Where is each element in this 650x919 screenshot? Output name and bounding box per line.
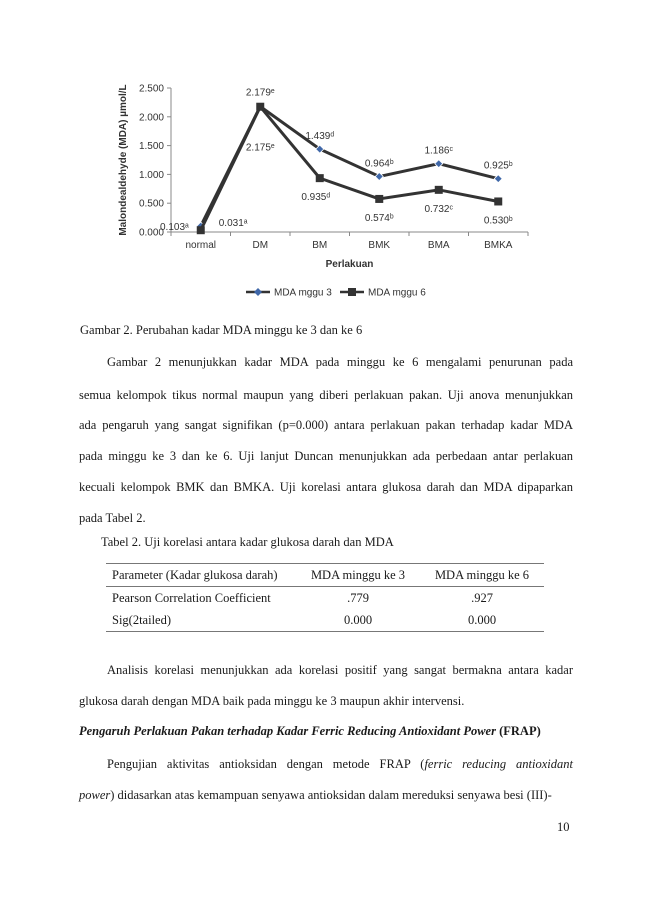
table-row bbox=[106, 587, 544, 610]
legend-marker-square bbox=[348, 288, 356, 296]
table-cell: Pearson Correlation Coefficient bbox=[112, 590, 271, 605]
data-label: 0.103ᵃ bbox=[160, 222, 189, 234]
table-row bbox=[106, 609, 544, 632]
x-tick-label: BM bbox=[312, 240, 328, 251]
table-cell: 0.000 bbox=[420, 609, 544, 632]
section-heading-plain: (FRAP) bbox=[499, 724, 541, 738]
data-label: 0.925ᵇ bbox=[483, 160, 513, 172]
y-tick-label: 2.000 bbox=[138, 112, 164, 124]
data-point-diamond bbox=[494, 175, 502, 183]
data-point-diamond bbox=[435, 160, 443, 168]
legend-label: MDA mggu 3 bbox=[274, 287, 332, 299]
x-tick-label: BMK bbox=[368, 240, 391, 251]
x-tick-label: BMA bbox=[427, 240, 450, 251]
paragraph-3-line bbox=[79, 788, 573, 803]
paragraph-1-line: pada Tabel 2. bbox=[79, 511, 146, 525]
paragraph-3-line bbox=[79, 757, 573, 772]
data-point-square bbox=[375, 195, 383, 203]
x-tick-label: BMKA bbox=[484, 240, 513, 251]
table-cell: Sig(2tailed) bbox=[106, 609, 296, 632]
table-header: MDA minggu ke 3 bbox=[296, 564, 420, 587]
y-tick-label: 0.000 bbox=[138, 227, 164, 239]
table-cell: .927 bbox=[471, 590, 493, 605]
data-label: 0.574ᵇ bbox=[364, 212, 394, 224]
data-label: 2.179ᵉ bbox=[245, 87, 275, 99]
paragraph-3-italic: power bbox=[79, 788, 111, 802]
page-number: 10 bbox=[557, 820, 570, 834]
section-heading-italic: Pengaruh Perlakuan Pakan terhadap Kadar Ferric Reducing Antioxidant Power bbox=[79, 724, 496, 738]
data-label: 1.439ᵈ bbox=[305, 131, 335, 143]
data-point-square bbox=[435, 186, 443, 194]
correlation-table bbox=[106, 563, 544, 632]
paragraph-3-italic: ferric reducing antioxidant bbox=[424, 757, 573, 771]
data-point-square bbox=[316, 174, 324, 182]
table-header-row bbox=[106, 564, 544, 587]
table-cell: 0.000 bbox=[296, 609, 420, 632]
data-label: 2.175ᵉ bbox=[245, 142, 275, 154]
data-label: 0.964ᵇ bbox=[364, 158, 394, 170]
data-label: 0.935ᵈ bbox=[301, 192, 331, 204]
table-header: Parameter (Kadar glukosa darah) bbox=[106, 564, 296, 587]
data-point-square bbox=[256, 103, 264, 111]
table-header: MDA minggu ke 6 bbox=[420, 564, 544, 587]
paragraph-1-line: semua kelompok tikus normal maupun yang diberi perlakuan pakan. Uji anova menunjukkan bbox=[79, 388, 573, 402]
paragraph-1-line: pada minggu ke 3 dan ke 6. Uji lanjut Duncan menunjukkan ada perbedaan antar perlakuan bbox=[79, 449, 573, 463]
paragraph-1-line: ada pengaruh yang sangat signifikan (p=0.000) antara perlakuan pakan terhadap kadar MDA bbox=[79, 418, 573, 432]
y-tick-label: 1.500 bbox=[138, 141, 164, 153]
data-label: 0.031ᵃ bbox=[218, 218, 248, 230]
x-tick-label: DM bbox=[252, 240, 269, 251]
series-line bbox=[201, 106, 499, 226]
y-tick-label: 1.000 bbox=[138, 169, 164, 181]
legend-marker-diamond bbox=[254, 288, 262, 296]
y-axis-title: Malondealdehyde (MDA) µmol/L bbox=[118, 84, 129, 236]
mda-line-chart bbox=[118, 78, 538, 303]
data-point-square bbox=[197, 226, 205, 234]
data-label: 0.530ᵇ bbox=[483, 215, 513, 227]
data-label: 0.732ᶜ bbox=[424, 203, 454, 215]
y-tick-label: 2.500 bbox=[138, 83, 164, 95]
data-label: 1.186ᶜ bbox=[424, 145, 454, 157]
x-axis-title: Perlakuan bbox=[325, 259, 374, 270]
x-tick-label: normal bbox=[185, 240, 217, 251]
paragraph-2-line: glukosa darah dengan MDA baik pada minggu ke 3 maupun akhir intervensi. bbox=[79, 694, 465, 708]
paragraph-1-line: kecuali kelompok BMK dan BMKA. Uji korelasi antara glukosa darah dan MDA dipaparkan bbox=[79, 480, 573, 494]
table-title: Tabel 2. Uji korelasi antara kadar glukosa darah dan MDA bbox=[101, 535, 394, 549]
figure-caption: Gambar 2. Perubahan kadar MDA minggu ke 3 dan ke 6 bbox=[80, 323, 363, 337]
paragraph-3-text: Pengujian aktivitas antioksidan dengan metode FRAP ( bbox=[107, 757, 425, 771]
data-point-square bbox=[494, 197, 502, 205]
paragraph-1-line: Gambar 2 menunjukkan kadar MDA pada minggu ke 6 mengalami penurunan pada bbox=[107, 355, 573, 369]
table-cell: .779 bbox=[347, 590, 369, 605]
y-tick-label: 0.500 bbox=[138, 198, 164, 210]
legend-label: MDA mggu 6 bbox=[368, 287, 426, 299]
section-heading bbox=[79, 724, 541, 739]
paragraph-3-text: ) didasarkan atas kemampuan senyawa antioksidan dalam mereduksi senyawa besi (III)- bbox=[110, 788, 552, 802]
paragraph-2-line: Analisis korelasi menunjukkan ada korelasi positif yang sangat bermakna antara kadar bbox=[107, 663, 573, 677]
